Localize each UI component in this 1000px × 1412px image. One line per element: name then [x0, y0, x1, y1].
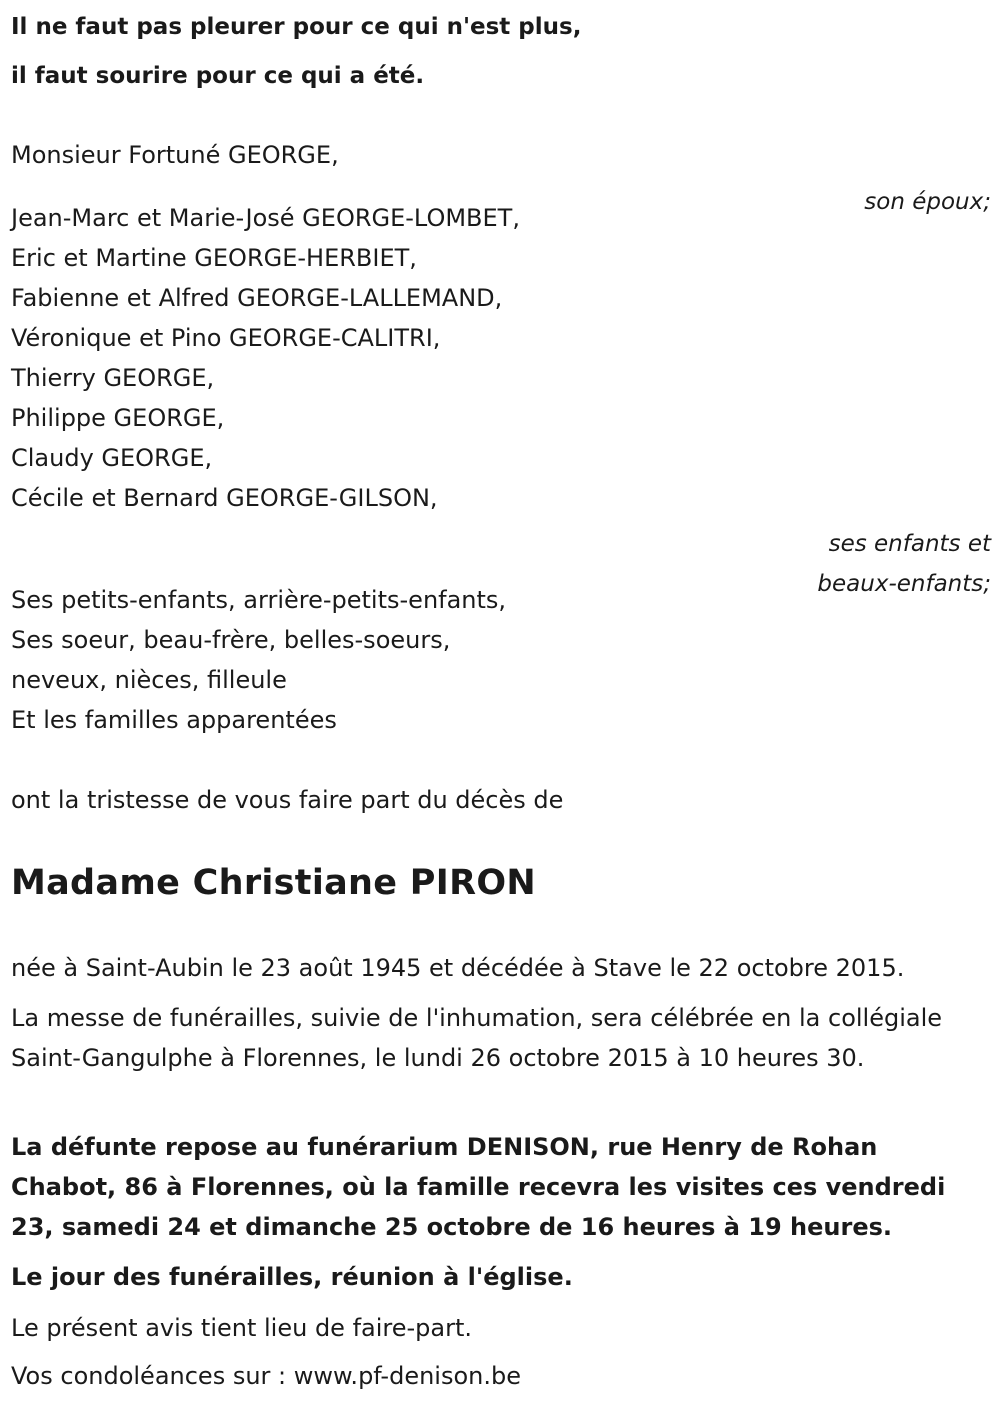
- children-role-line-1: ses enfants et: [828, 531, 991, 557]
- child-name: Thierry GEORGE,: [11, 364, 215, 392]
- visitation-text: La défunte repose au funérarium DENISON, rue Henry de Rohan Chabot, 86 à Florennes, où la famille recevra les visites ces vendredi 23, samedi 24 et dimanche 25 octobre de 16 heures à 19 heures.: [11, 1133, 946, 1241]
- spouse-role: son époux;: [864, 189, 991, 215]
- child-name: Fabienne et Alfred GEORGE-LALLEMAND,: [11, 284, 503, 312]
- child-name: Philippe GEORGE,: [11, 404, 225, 432]
- notice-text: Le présent avis tient lieu de faire-part.: [11, 1314, 473, 1342]
- children-role-line-2: beaux-enfants;: [817, 571, 991, 597]
- child-name: Jean-Marc et Marie-José GEORGE-LOMBET,: [11, 204, 520, 232]
- child-name: Claudy GEORGE,: [11, 444, 213, 472]
- family-line: Et les familles apparentées: [11, 706, 337, 734]
- condolences-text: Vos condoléances sur : www.pf-denison.be: [11, 1362, 521, 1390]
- child-name: Eric et Martine GEORGE-HERBIET,: [11, 244, 417, 272]
- quote-line-2: il faut sourire pour ce qui a été.: [11, 63, 425, 89]
- family-line: neveux, nièces, filleule: [11, 666, 287, 694]
- family-line: Ses soeur, beau-frère, belles-soeurs,: [11, 626, 451, 654]
- funeral-text: La messe de funérailles, suivie de l'inhumation, sera célébrée en la collégiale Saint-Gangulphe à Florennes, le lundi 26 octobre 2015 à 10 heures 30.: [11, 1004, 943, 1072]
- family-line: Ses petits-enfants, arrière-petits-enfants,: [11, 586, 507, 614]
- quote-line-1: Il ne faut pas pleurer pour ce qui n'est plus,: [11, 14, 582, 40]
- spouse-name: Monsieur Fortuné GEORGE,: [11, 141, 339, 169]
- announcement-text: ont la tristesse de vous faire part du décès de: [11, 786, 564, 814]
- child-name: Cécile et Bernard GEORGE-GILSON,: [11, 484, 438, 512]
- birth-death-text: née à Saint-Aubin le 23 août 1945 et décédée à Stave le 22 octobre 2015.: [11, 954, 905, 982]
- meeting-text: Le jour des funérailles, réunion à l'église.: [11, 1263, 573, 1291]
- deceased-name: Madame Christiane PIRON: [11, 863, 536, 903]
- child-name: Véronique et Pino GEORGE-CALITRI,: [11, 324, 441, 352]
